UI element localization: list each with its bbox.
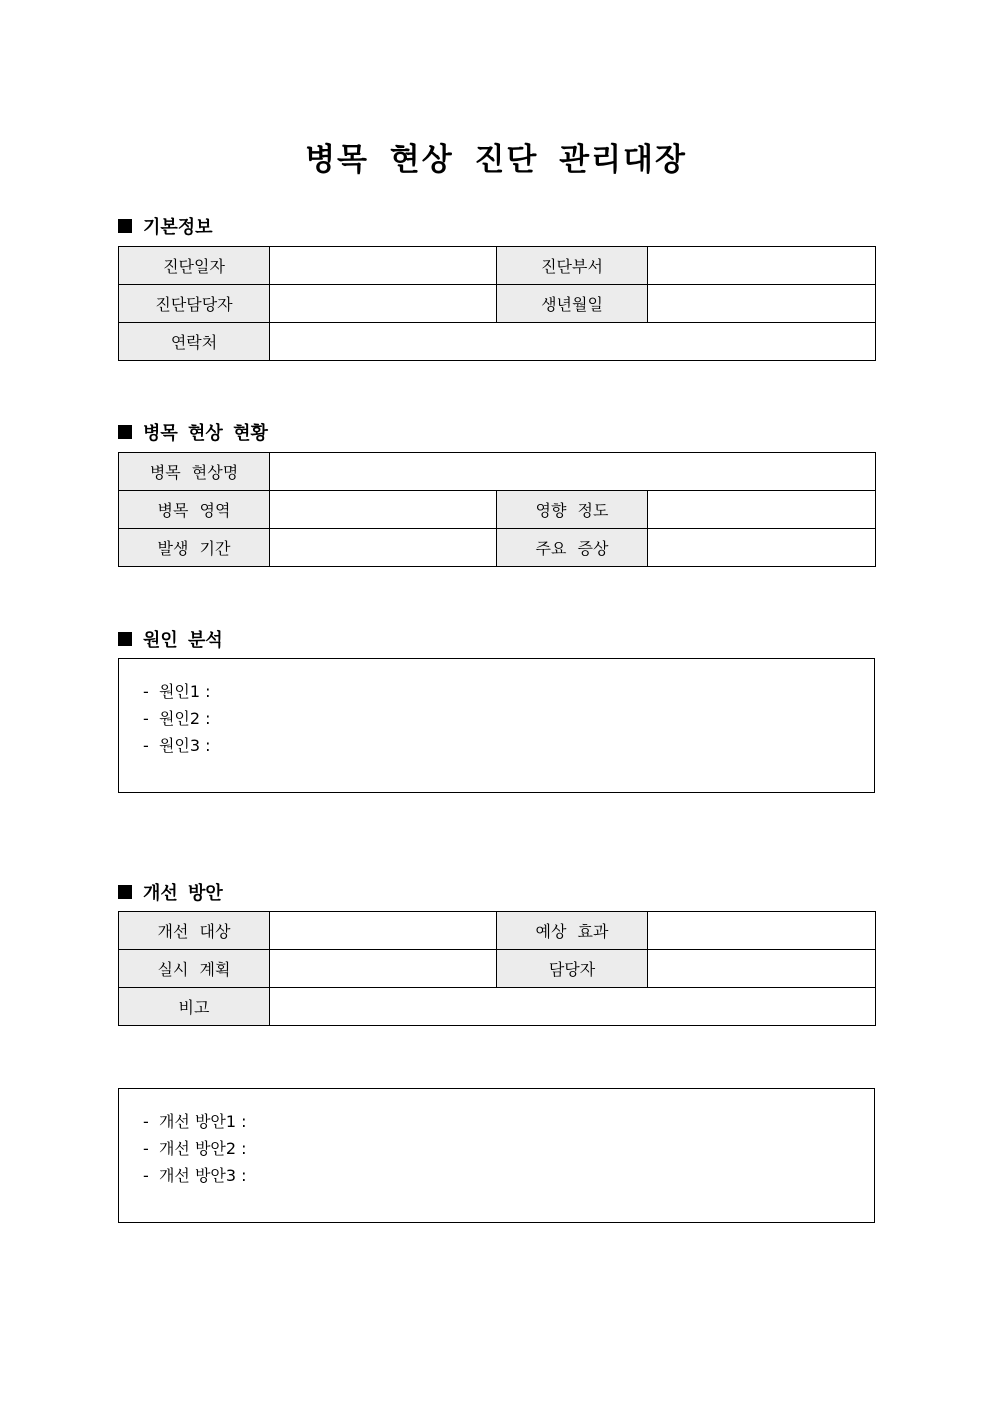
bottleneck-status-table xyxy=(118,452,876,567)
table-row xyxy=(119,491,876,529)
improvement-target-field[interactable] xyxy=(270,912,497,950)
table-row xyxy=(119,323,876,361)
diagnosis-manager-field[interactable] xyxy=(270,285,497,323)
section-heading-cause-analysis xyxy=(118,626,223,652)
occurrence-period-field[interactable] xyxy=(270,529,497,567)
owner-field[interactable] xyxy=(648,950,876,988)
implementation-plan-field[interactable] xyxy=(270,950,497,988)
bottleneck-area-field[interactable] xyxy=(270,491,497,529)
table-row xyxy=(119,988,876,1026)
table-row xyxy=(119,950,876,988)
label-bottleneck-name: 병목 현상명 xyxy=(119,453,270,491)
section-heading-bottleneck-status xyxy=(118,419,268,445)
square-bullet-icon xyxy=(118,425,132,439)
table-row xyxy=(119,247,876,285)
section-heading-label: 개선 방안 xyxy=(143,883,223,904)
expected-effect-field[interactable] xyxy=(648,912,876,950)
label-owner: 담당자 xyxy=(497,950,648,988)
table-row xyxy=(119,912,876,950)
label-diagnosis-department: 진단부서 xyxy=(497,247,648,285)
square-bullet-icon xyxy=(118,885,132,899)
improvement-line-2: - 개선 방안2 : xyxy=(143,1139,247,1158)
cause-analysis-box[interactable] xyxy=(118,658,875,793)
section-heading-basic-info xyxy=(118,213,213,239)
section-heading-label: 병목 현상 현황 xyxy=(143,423,268,444)
diagnosis-date-field[interactable] xyxy=(270,247,497,285)
cause-line-1: - 원인1 : xyxy=(143,682,211,701)
remarks-field[interactable] xyxy=(270,988,876,1026)
label-diagnosis-date: 진단일자 xyxy=(119,247,270,285)
improvement-line-1: - 개선 방안1 : xyxy=(143,1112,247,1131)
cause-line-3: - 원인3 : xyxy=(143,736,211,755)
square-bullet-icon xyxy=(118,219,132,233)
diagnosis-department-field[interactable] xyxy=(648,247,876,285)
main-symptoms-field[interactable] xyxy=(648,529,876,567)
impact-level-field[interactable] xyxy=(648,491,876,529)
label-implementation-plan: 실시 계획 xyxy=(119,950,270,988)
label-contact: 연락처 xyxy=(119,323,270,361)
label-main-symptoms: 주요 증상 xyxy=(497,529,648,567)
label-bottleneck-area: 병목 영역 xyxy=(119,491,270,529)
section-heading-improvement xyxy=(118,879,223,905)
improvement-table xyxy=(118,911,876,1026)
basic-info-table xyxy=(118,246,876,361)
label-remarks: 비고 xyxy=(119,988,270,1026)
improvement-line-3: - 개선 방안3 : xyxy=(143,1166,247,1185)
label-expected-effect: 예상 효과 xyxy=(497,912,648,950)
table-row xyxy=(119,453,876,491)
birth-date-field[interactable] xyxy=(648,285,876,323)
cause-line-2: - 원인2 : xyxy=(143,709,211,728)
label-birth-date: 생년월일 xyxy=(497,285,648,323)
document-title: 병목 현상 진단 관리대장 xyxy=(305,142,687,178)
label-impact-level: 영향 정도 xyxy=(497,491,648,529)
section-heading-label: 원인 분석 xyxy=(143,630,223,651)
label-improvement-target: 개선 대상 xyxy=(119,912,270,950)
label-occurrence-period: 발생 기간 xyxy=(119,529,270,567)
bottleneck-name-field[interactable] xyxy=(270,453,876,491)
table-row xyxy=(119,285,876,323)
improvement-plan-box[interactable] xyxy=(118,1088,875,1223)
contact-field[interactable] xyxy=(270,323,876,361)
square-bullet-icon xyxy=(118,632,132,646)
table-row xyxy=(119,529,876,567)
section-heading-label: 기본정보 xyxy=(143,217,213,238)
label-diagnosis-manager: 진단담당자 xyxy=(119,285,270,323)
